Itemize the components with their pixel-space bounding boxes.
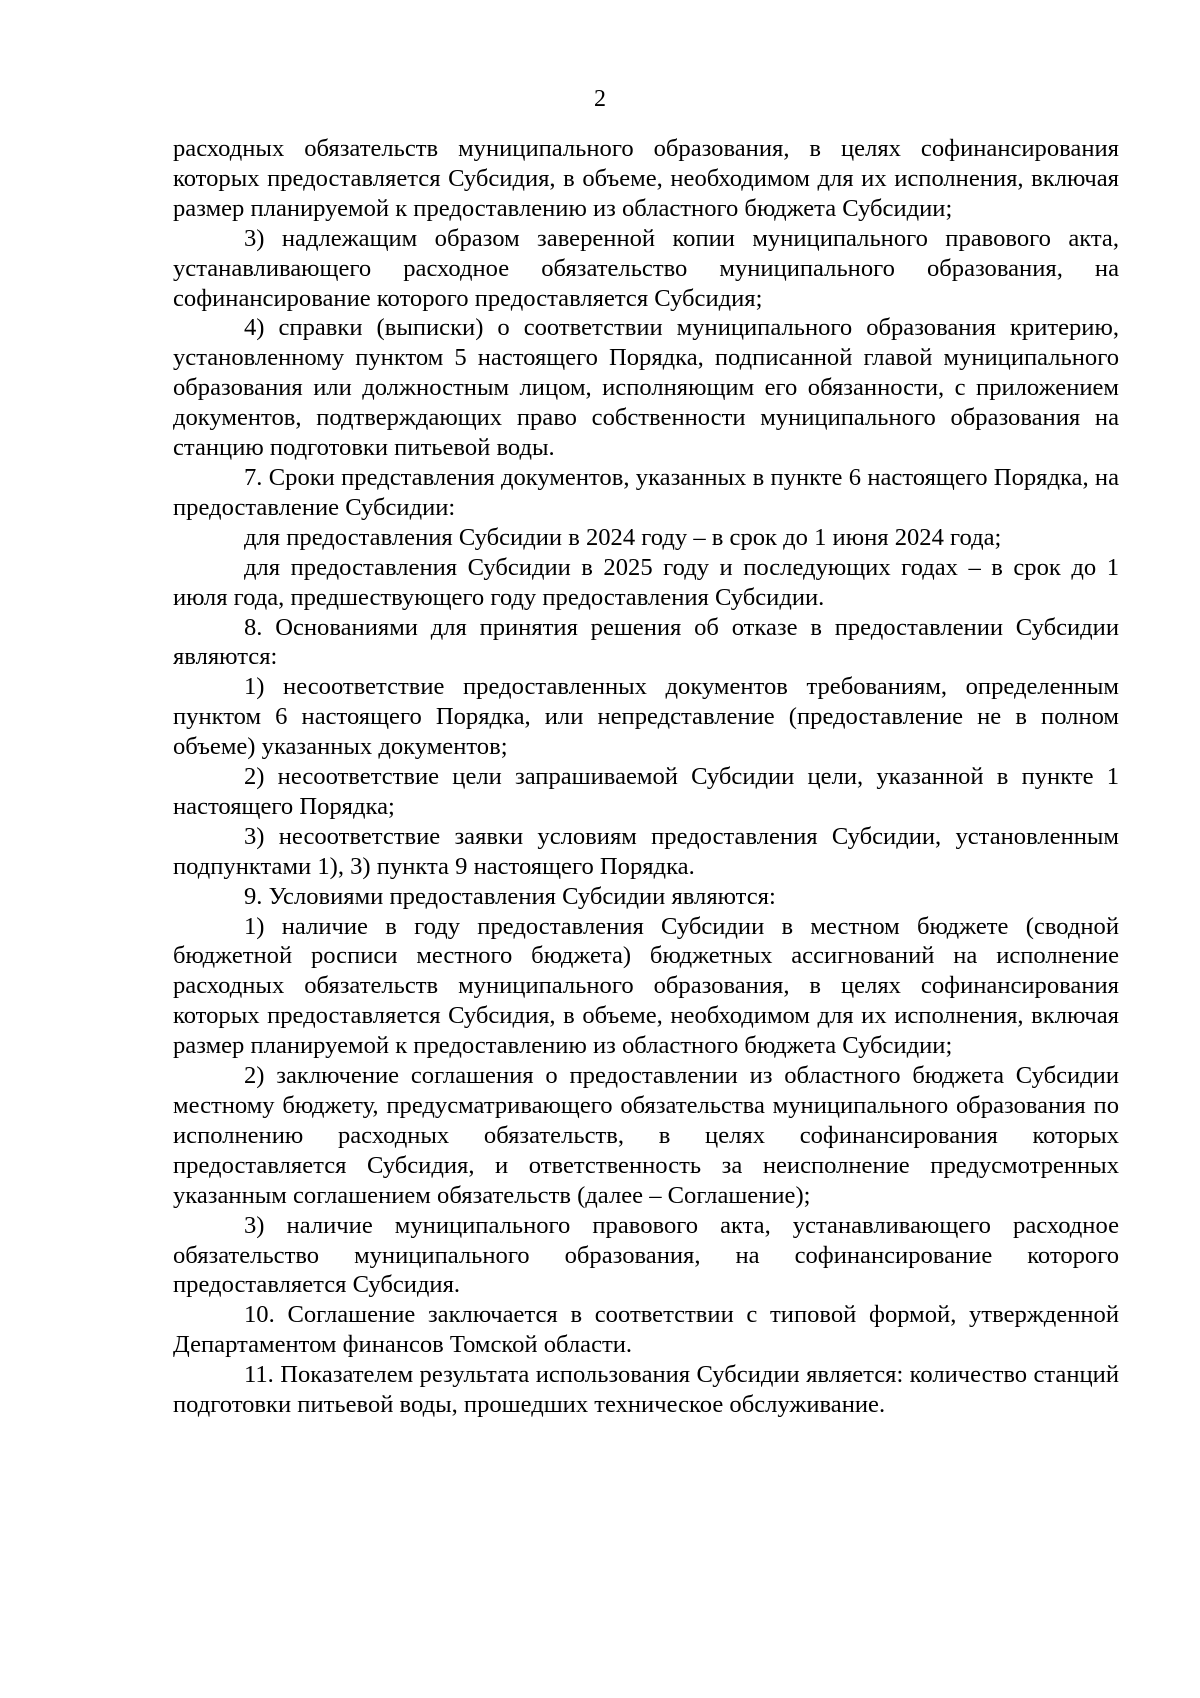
paragraph: для предоставления Субсидии в 2025 году и последующих годах – в срок до 1 июля года, предшествующего году предоставления Субсидии.	[173, 553, 1119, 611]
document-body	[173, 134, 1119, 1420]
paragraph: 4) справки (выписки) о соответствии муниципального образования критерию, установленному пунктом 5 настоящего Порядка, подписанной главой муниципального образования или должностным лицом, исполняющим его обязанности, с приложением документов, подтверждающих право собственности муниципального образования на станцию подготовки питьевой воды.	[173, 314, 1119, 462]
paragraph: 3) несоответствие заявки условиям предоставления Субсидии, установленным подпунктами 1), 3) пункта 9 настоящего Порядка.	[173, 822, 1119, 880]
paragraph: 7. Сроки представления документов, указанных в пункте 6 настоящего Порядка, на предоставление Субсидии:	[173, 463, 1119, 521]
paragraph: для предоставления Субсидии в 2024 году – в срок до 1 июня 2024 года;	[244, 523, 1002, 551]
paragraph: 11. Показателем результата использования Субсидии является: количество станций подготовки питьевой воды, прошедших техническое обслуживание.	[173, 1361, 1119, 1419]
paragraph: 1) несоответствие предоставленных документов требованиям, определенным пунктом 6 настоящего Порядка, или непредставление (предоставление не в полном объеме) указанных документов;	[173, 673, 1119, 761]
paragraph: 10. Соглашение заключается в соответствии с типовой формой, утвержденной Департаментом финансов Томской области.	[173, 1301, 1119, 1359]
paragraph: 3) надлежащим образом заверенной копии муниципального правового акта, устанавливающего расходное обязательство муниципального образования, на софинансирование которого предоставляется Субсидия;	[173, 224, 1119, 312]
paragraph: 8. Основаниями для принятия решения об отказе в предоставлении Субсидии являются:	[173, 613, 1119, 671]
page-number: 2	[594, 86, 606, 112]
paragraph: 2) несоответствие цели запрашиваемой Субсидии цели, указанной в пункте 1 настоящего Порядка;	[173, 763, 1119, 820]
paragraph: 9. Условиями предоставления Субсидии являются:	[244, 882, 776, 910]
paragraph: расходных обязательств муниципального образования, в целях софинансирования которых предоставляется Субсидия, в объеме, необходимом для их исполнения, включая размер планируемой к предоставлению из областного бюджета Субсидии;	[173, 135, 1119, 222]
paragraph: 2) заключение соглашения о предоставлении из областного бюджета Субсидии местному бюджету, предусматривающего обязательства муниципального образования по исполнению расходных обязательств, в целях софинансирования которых предоставляется Субсидия, и ответственность за неисполнение предусмотренных указанным соглашением обязательств (далее – Соглашение);	[173, 1062, 1119, 1209]
paragraph: 1) наличие в году предоставления Субсидии в местном бюджете (сводной бюджетной росписи местного бюджета) бюджетных ассигнований на исполнение расходных обязательств муниципального образования, в целях софинансирования которых предоставляется Субсидия, в объеме, необходимом для их исполнения, включая размер планируемой к предоставлению из областного бюджета Субсидии;	[173, 912, 1119, 1060]
paragraph: 3) наличие муниципального правового акта, устанавливающего расходное обязательство муниципального образования, на софинансирование которого предоставляется Субсидия.	[173, 1211, 1119, 1299]
